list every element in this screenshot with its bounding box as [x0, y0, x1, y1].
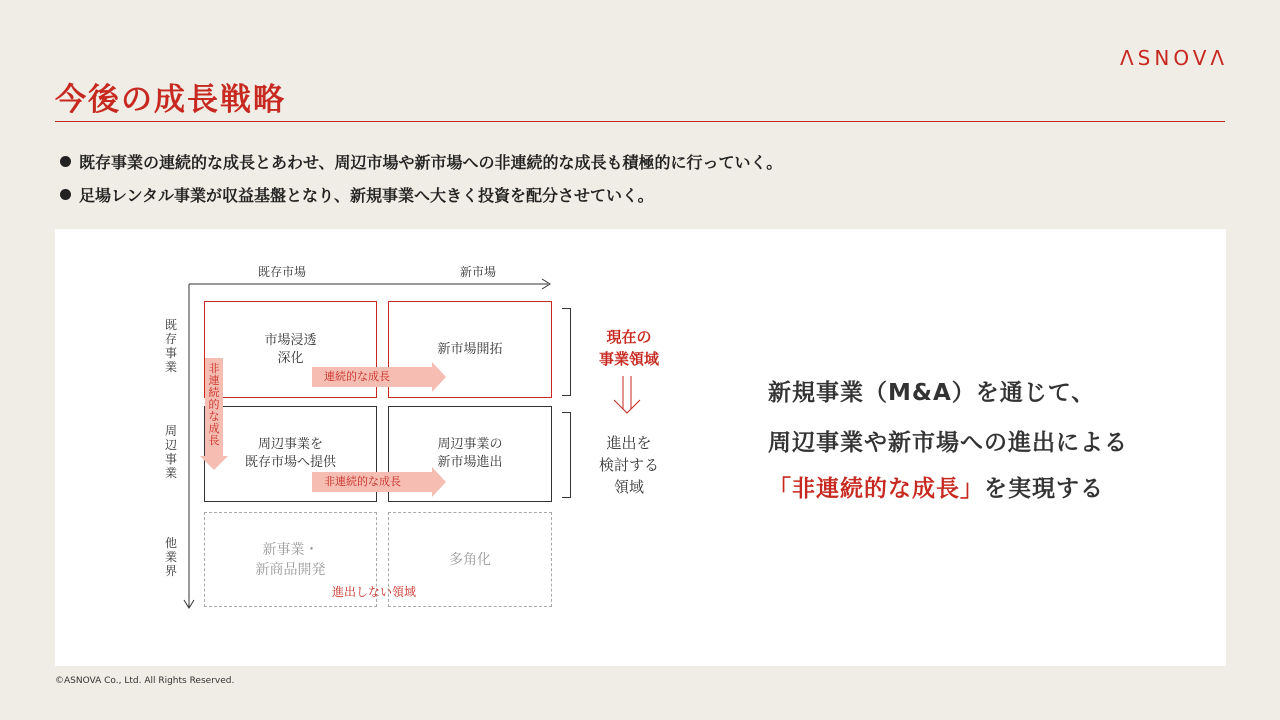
statement-highlight: 「非連続的な成長」 — [768, 476, 984, 502]
row-header-other-industry: 他 業 界 — [164, 536, 177, 578]
cell-new-product-development: 新事業・ 新商品開発 — [204, 512, 377, 607]
current-area-bracket — [562, 308, 571, 396]
continuous-growth-arrow: 連続的な成長 — [312, 367, 432, 387]
cell-market-penetration: 市場浸透 深化 — [204, 301, 377, 398]
column-header-new-market: 新市場 — [460, 265, 497, 279]
considered-area-bracket — [562, 412, 571, 498]
statement-line-3 — [768, 470, 1104, 503]
no-entry-area-label: 進出しない領域 — [332, 585, 417, 599]
statement-line-2: 周辺事業や新市場への進出による — [768, 430, 1128, 456]
cell-new-market-development: 新市場開拓 — [388, 301, 552, 398]
current-business-area-label: 現在の 事業領域 — [598, 328, 659, 368]
statement-line-1: 新規事業（M&A）を通じて、 — [768, 380, 1096, 406]
company-logo: ΛSNOVΛ — [1120, 46, 1229, 70]
row-header-adjacent-business: 周 辺 事 業 — [164, 424, 177, 480]
cell-adjacent-to-existing: 周辺事業を 既存市場へ提供 — [204, 406, 377, 502]
noncontinuous-growth-vertical-label: 非 連 続 的 な 成 長 — [208, 362, 220, 447]
copyright-notice: ©ASNOVA Co., Ltd. All Rights Reserved. — [55, 676, 235, 686]
page-title: 今後の成長戦略 — [55, 82, 286, 118]
column-header-existing-market: 既存市場 — [258, 265, 307, 279]
noncontinuous-growth-arrow-horizontal: 非連続的な成長 — [312, 472, 432, 492]
cell-diversification: 多角化 — [388, 512, 552, 607]
row-header-existing-business: 既 存 事 業 — [164, 318, 177, 374]
bullet-text: 足場レンタル事業が収益基盤となり、新規事業へ大きく投資を配分させていく。 — [79, 186, 654, 205]
considered-area-label: 進出を 検討する 領域 — [598, 434, 659, 496]
cell-adjacent-new-market: 周辺事業の 新市場進出 — [388, 406, 552, 502]
bullet-text: 既存事業の連続的な成長とあわせ、周辺市場や新市場への非連続的な成長も積極的に行っていく。 — [79, 153, 783, 172]
statement-line-3-rest: を実現する — [984, 476, 1104, 502]
